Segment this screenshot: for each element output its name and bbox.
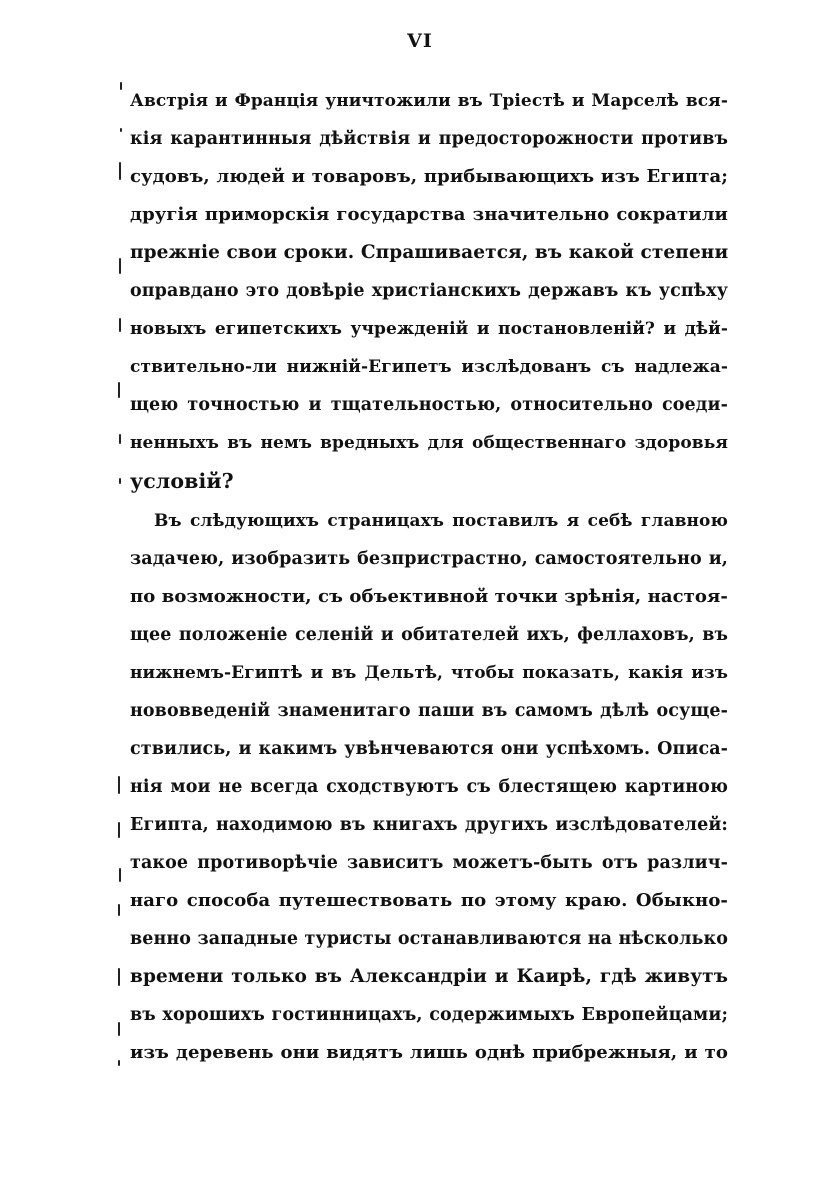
- margin-mark: [118, 1022, 120, 1036]
- text-line: прежніе свои сроки. Спрашивается, въ какой степени: [130, 242, 729, 263]
- text-line: другія приморскія государства значительно сократили: [130, 204, 728, 225]
- margin-mark: [118, 382, 120, 398]
- text-line: по возможности, съ объективной точки зрѣнія, настоя-: [130, 586, 729, 607]
- text-line: изъ деревень они видятъ лишь однѣ прибрежныя, и то: [130, 1042, 728, 1063]
- text-line: условій?: [130, 469, 234, 493]
- text-line: судовъ, людей и товаровъ, прибывающихъ изъ Египта;: [130, 166, 728, 187]
- text-line: въ хорошихъ гостинницахъ, содержимыхъ Европейцами;: [130, 1005, 728, 1025]
- text-line: ненныхъ въ немъ вредныхъ для общественнаго здоровья: [130, 433, 728, 453]
- text-line: наго способа путешествовать по этому краю. Обыкно-: [130, 890, 728, 911]
- margin-mark: [119, 868, 121, 882]
- text-line: Египта, находимою въ книгахъ другихъ изслѣдователей:: [130, 815, 728, 835]
- page-number: VI: [407, 30, 433, 52]
- margin-mark: [120, 128, 122, 132]
- text-line: щею точностью и тщательностью, относительно соеди-: [130, 395, 728, 415]
- text-line: Въ слѣдующихъ страницахъ поставилъ я себѣ главною: [154, 511, 728, 531]
- text-line: щее положеніе селеній и обитателей ихъ, феллаховъ, въ: [130, 625, 728, 645]
- margin-mark: [119, 478, 121, 484]
- margin-mark: [118, 904, 120, 916]
- text-line: нижнемъ-Египтѣ и въ Дельтѣ, чтобы показать, какія изъ: [130, 663, 728, 683]
- margin-mark: [118, 968, 120, 986]
- margin-mark: [119, 434, 121, 444]
- text-line: ствительно-ли нижній-Египетъ изслѣдованъ съ надлежа-: [130, 357, 728, 377]
- text-line: кія карантинныя дѣйствія и предосторожности противъ: [130, 129, 728, 149]
- margin-mark: [120, 82, 122, 90]
- text-line: нововведеній знаменитаго паши въ самомъ дѣлѣ осуще-: [130, 701, 728, 721]
- margin-mark: [119, 162, 121, 180]
- text-line: оправдано это довѣріе христіанскихъ державъ къ успѣху: [130, 281, 728, 301]
- text-line: Австрія и Франція уничтожили въ Тріестѣ и Марселѣ вся-: [130, 91, 728, 111]
- margin-mark: [118, 822, 120, 838]
- text-line: времени только въ Александріи и Каирѣ, гдѣ живутъ: [130, 966, 728, 987]
- margin-mark: [119, 318, 121, 332]
- text-line: нія мои не всегда сходствуютъ съ блестящею картиною: [130, 777, 728, 797]
- text-line: ствились, и какимъ увѣнчеваются они успѣхомъ. Описа-: [130, 739, 728, 759]
- text-line: венно западные туристы останавливаются на нѣсколько: [130, 929, 728, 949]
- margin-mark: [119, 258, 121, 274]
- text-line: такое противорѣчіе зависитъ можетъ-быть отъ различ-: [130, 853, 728, 873]
- margin-mark: [118, 1060, 120, 1066]
- text-line: задачею, изобразить безпристрастно, самостоятельно и,: [130, 549, 728, 569]
- margin-mark: [118, 776, 120, 794]
- text-line: новыхъ египетскихъ учрежденій и постановленій? и дѣй-: [130, 319, 728, 339]
